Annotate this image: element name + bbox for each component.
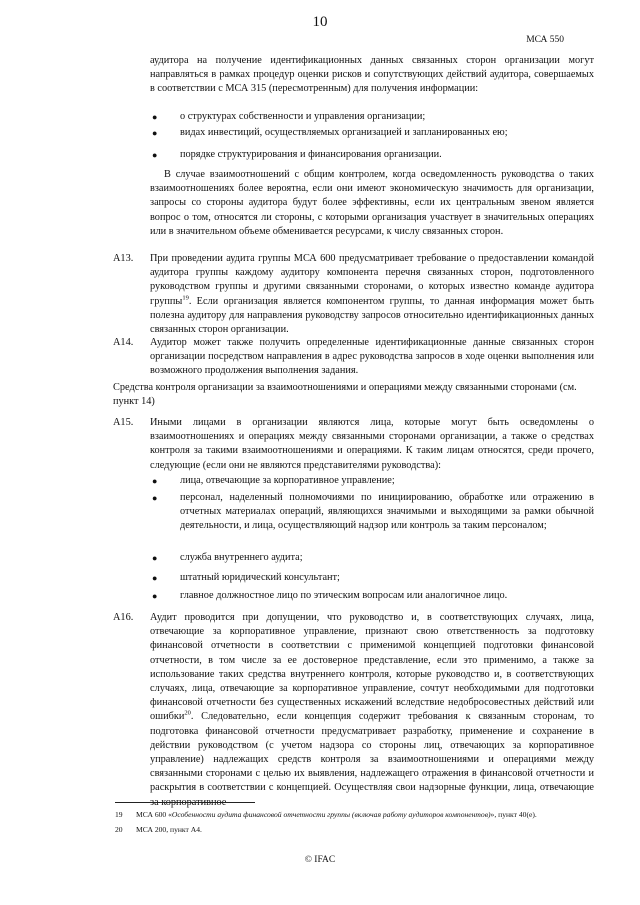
bullet-icon: ● — [152, 493, 158, 503]
paragraph-number: A14. — [113, 337, 134, 348]
paragraph-a16-text-cont: . Следовательно, если концепция содержит требования к связанным сторонам, то подготовка финансовой отчетности предусматривает разработку, применение и сохранение в действии руководством (с учетом надзора со стороны лиц, отвечающих за корпоративное управление) надлежащих средств контроля за взаимоотношениями и операциями между связанными сторонами с целью их выявления, надлежащего отражения в финансовой отчетности и раскрытия в соответствии с концепцией. Осуществляя свои надзорные функции, лица, отвечающие за корпоративное — [150, 711, 594, 808]
footnote-title: Особенности аудита финансовой отчетности группы (включая работу аудиторов компонентов) — [171, 810, 491, 819]
list-item: лица, отвечающие за корпоративное управление; — [180, 475, 395, 486]
footnote-number: 20 — [115, 825, 123, 834]
footnote-ref-19[interactable]: 19 — [182, 294, 189, 302]
paragraph-a15: Иными лицами в организации являются лица, которые могут быть осведомлены о взаимоотношениях и операциях между связанными сторонами организации, а также о средствах контроля за такими взаимоотношениями и операциями. К таким лицам относятся, среди прочего, следующие (если они не являются представителями руководства): — [150, 417, 594, 471]
paragraph-a13-text: При проведении аудита группы МСА 600 предусматривает требование о предоставлении командой аудитора группы каждому аудитору компонента перечня связанных сторон, подготовленного руководством группы и другими связанными сторонами, о которых известно команде аудитора группы — [150, 253, 594, 307]
list-item: персонал, наделенный полномочиями по инициированию, обработке или отражению в отчетных материалах операций, являющихся значимыми и выходящими за рамки обычной деятельности, и лица, осуществляющий надзор или контроль за таким персоналом; — [180, 492, 594, 532]
list-item: о структурах собственности и управления организации; — [180, 111, 426, 122]
footnote-text-part: МСА 600 « — [136, 810, 172, 819]
footnote-divider — [115, 802, 255, 803]
section-heading: Средства контроля организации за взаимоотношениями и операциями между связанными сторонами (см. пункт 14) — [113, 382, 577, 408]
list-item: главное должностное лицо по этическим вопросам или аналогичное лицо. — [180, 590, 508, 601]
paragraph-a14: Аудитор может также получить определенные идентификационные данные связанных сторон организации посредством направления в адрес руководства запросов в ходе оценки выполнения или возможного продолжения выполнения задания. — [150, 337, 594, 377]
list-item: видах инвестиций, осуществляемых организацией и запланированных ею; — [180, 127, 508, 138]
paragraph-a13-text-cont: . Если организация является компонентом группы, то данная информация может быть полезна аудитору для направления руководству запросов относительно идентификационных данных связанных сторон организации. — [150, 295, 594, 336]
bullet-icon: ● — [152, 476, 158, 486]
bullet-icon: ● — [152, 591, 158, 601]
paragraph-a13 — [150, 252, 594, 337]
list-item: порядке структурирования и финансирования организации. — [180, 149, 442, 160]
footnote-text: МСА 200, пункт А4. — [136, 825, 202, 834]
bullet-icon: ● — [152, 553, 158, 563]
bullet-icon: ● — [152, 112, 158, 122]
bullet-icon: ● — [152, 128, 158, 138]
page-number: 10 — [312, 14, 328, 30]
paragraph-a16-text: Аудит проводится при допущении, что руководство и, в соответствующих случаях, лица, отвечающие за корпоративное управление, признают свою ответственность за подготовку финансовой отчетности в соответствии с применимой концепцией подготовки финансовой отчетности, в том числе за ее достоверное представление, если это применимо, а также за использование таких средства внутреннего контроля, которые руководство и, в соответствующих случаях, лица, отвечающие за корпоративное управление, сочтут необходимыми для подготовки финансовой отчетности без существенных искажений вследствие недобросовестных действий или ошибки — [150, 612, 594, 723]
list-item: штатный юридический консультант; — [180, 572, 340, 583]
list-item: служба внутреннего аудита; — [180, 552, 303, 563]
paragraph-number: A13. — [113, 253, 134, 264]
copyright-footer: © IFAC — [304, 855, 336, 865]
standard-code: МСА 550 — [526, 35, 564, 45]
footnote-text-part: », пункт 40(е). — [490, 810, 537, 819]
paragraph-number: A16. — [113, 612, 134, 623]
footnote-number: 19 — [115, 810, 123, 819]
intro-paragraph: аудитора на получение идентификационных данных связанных сторон организации могут направляться в рамках процедур оценки рисков и сопутствующих действий аудитора, совершаемых в соответствии с МСА 315 (пересмотренным) для получения информации: — [150, 55, 594, 95]
paragraph-a16 — [150, 611, 594, 810]
bullet-icon: ● — [152, 573, 158, 583]
bullet-icon: ● — [152, 150, 158, 160]
intro-closing-paragraph: В случае взаимоотношений с общим контролем, когда осведомленность руководства о таких взаимоотношениях более вероятна, если они имеют экономическую значимость для организации, запросы со стороны аудитора будут более эффективны, если их центральным звеном является вопрос о том, относятся ли стороны, с которыми организация участвует в значительных операциях или в значительном объеме обменивается ресурсами, к числу связанных сторон. — [150, 169, 594, 237]
footnote-ref-20[interactable]: 20 — [184, 710, 191, 717]
footnote-text — [136, 810, 537, 820]
paragraph-number: A15. — [113, 417, 134, 428]
